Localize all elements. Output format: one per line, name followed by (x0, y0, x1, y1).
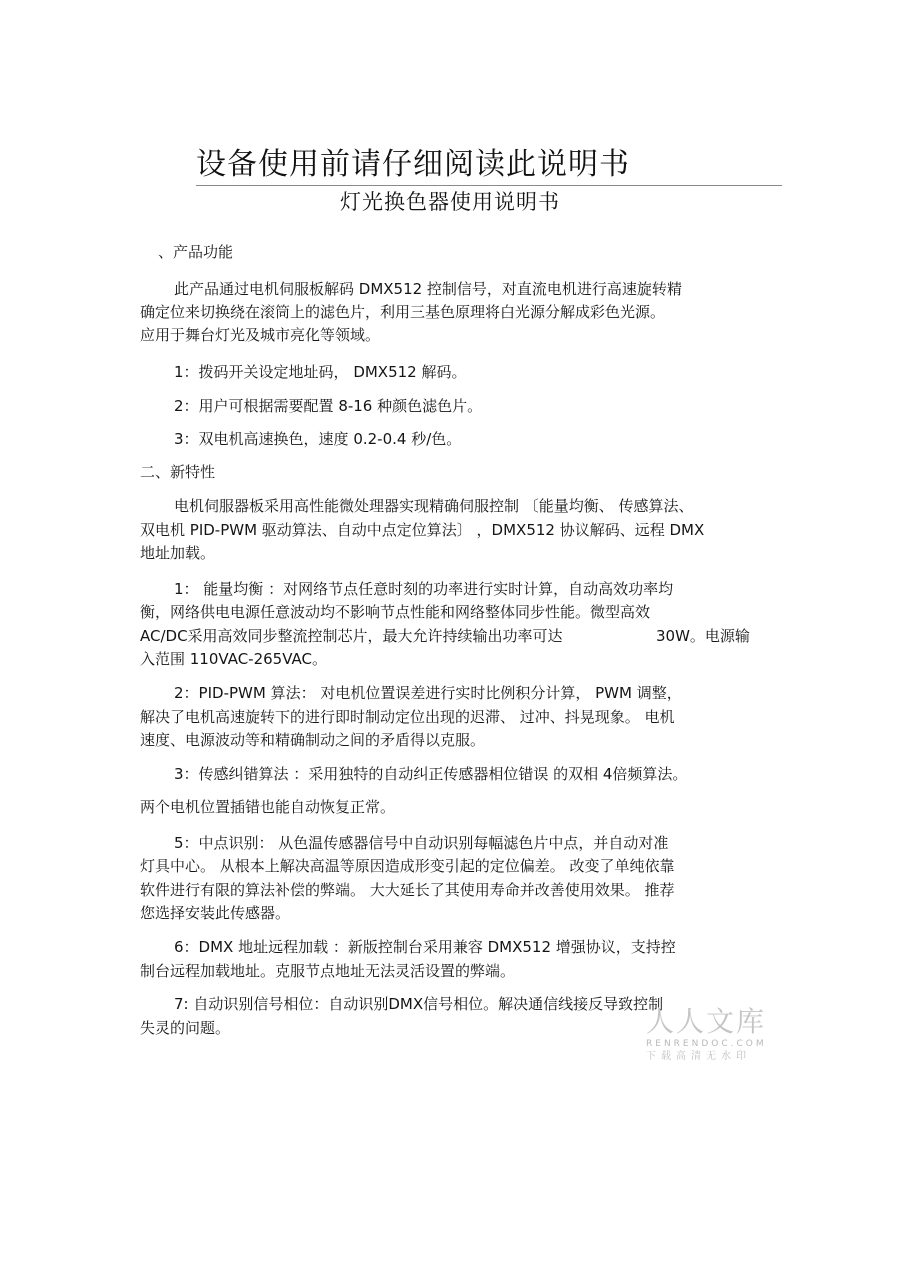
paragraph-line: 双电机 PID-PWM 驱动算法、自动中点定位算法〕 ，DMX512 协议解码、远程 DMX (140, 521, 705, 539)
sub-title: 灯光换色器使用说明书 (340, 190, 560, 214)
watermark-logo (646, 1006, 774, 1064)
paragraph-line: AC/DC采用高效同步整流控制芯片，最大允许持续输出功率可达 (140, 627, 563, 645)
feature-item: 1：拨码开关设定地址码， DMX512 解码。 (174, 363, 467, 381)
paragraph-line: 5：中点识别： 从色温传感器信号中自动识别每幅滤色片中点，并自动对准 (174, 834, 669, 852)
paragraph-line: 1： 能量均衡 ：对网络节点任意时刻的功率进行实时计算，自动高效功率均 (174, 580, 674, 598)
paragraph-line: 解决了电机高速旋转下的进行即时制动定位出现的迟滞、 过冲、抖晃现象。 电机 (140, 708, 675, 726)
watermark-slogan: 下载高清无水印 (646, 1051, 751, 1062)
paragraph-line: 速度、电源波动等和精确制动之间的矛盾得以克服。 (140, 731, 486, 749)
paragraph-line: 制台远程加载地址。克服节点地址无法灵活设置的弊端。 (140, 962, 516, 980)
paragraph-line: 失灵的问题。 (140, 1019, 231, 1037)
feature-item: 2：用户可根据需要配置 8-16 种颜色滤色片。 (174, 397, 483, 415)
paragraph-line: 3：传感纠错算法 ：采用独特的自动纠正传感器相位错误 的双相 4倍频算法。 (174, 765, 688, 783)
title-divider (196, 185, 782, 186)
paragraph-line: 30W。电源输 (656, 627, 750, 645)
paragraph-line: 确定位来切换绕在滚筒上的滤色片，利用三基色原理将白光源分解成彩色光源。 (140, 303, 666, 321)
paragraph-line: 地址加载。 (140, 544, 216, 562)
watermark-brand: 人人文库 (646, 1005, 767, 1038)
paragraph-line: 电机伺服器板采用高性能微处理器实现精确伺服控制 〔能量均衡、 传感算法、 (174, 497, 694, 515)
paragraph-line: 此产品通过电机伺服板解码 DMX512 控制信号，对直流电机进行高速旋转精 (174, 280, 682, 298)
paragraph-line: 您选择安装此传感器。 (140, 904, 291, 922)
paragraph-line: 7: 自动识别信号相位：自动识别DMX信号相位。解决通信线接反导致控制 (174, 995, 664, 1013)
section-heading-new-features: 二、新特性 (140, 463, 216, 481)
paragraph-line: 两个电机位置插错也能自动恢复正常。 (140, 798, 396, 816)
watermark-domain: RENRENDOC.COM (646, 1039, 767, 1049)
paragraph-line: 衡，网络供电电源任意波动均不影响节点性能和网络整体同步性能。微型高效 (140, 603, 651, 621)
main-title: 设备使用前请仔细阅读此说明书 (196, 147, 630, 182)
paragraph-line: 入范围 110VAC-265VAC。 (140, 650, 327, 668)
paragraph-line: 灯具中心。 从根本上解决高温等原因造成形变引起的定位偏差。 改变了单纯依靠 (140, 857, 675, 875)
section-heading-features: 、产品功能 (158, 243, 234, 261)
paragraph-line: 6：DMX 地址远程加载 ：新版控制台采用兼容 DMX512 增强协议，支持控 (174, 938, 676, 956)
paragraph-line: 应用于舞台灯光及城市亮化等领域。 (140, 326, 381, 344)
feature-item: 3：双电机高速换色，速度 0.2-0.4 秒/色。 (174, 430, 462, 448)
paragraph-line: 2：PID-PWM 算法： 对电机位置误差进行实时比例积分计算， PWM 调整， (174, 684, 682, 702)
paragraph-line: 软件进行有限的算法补偿的弊端。 大大延长了其使用寿命并改善使用效果。 推荐 (140, 881, 675, 899)
